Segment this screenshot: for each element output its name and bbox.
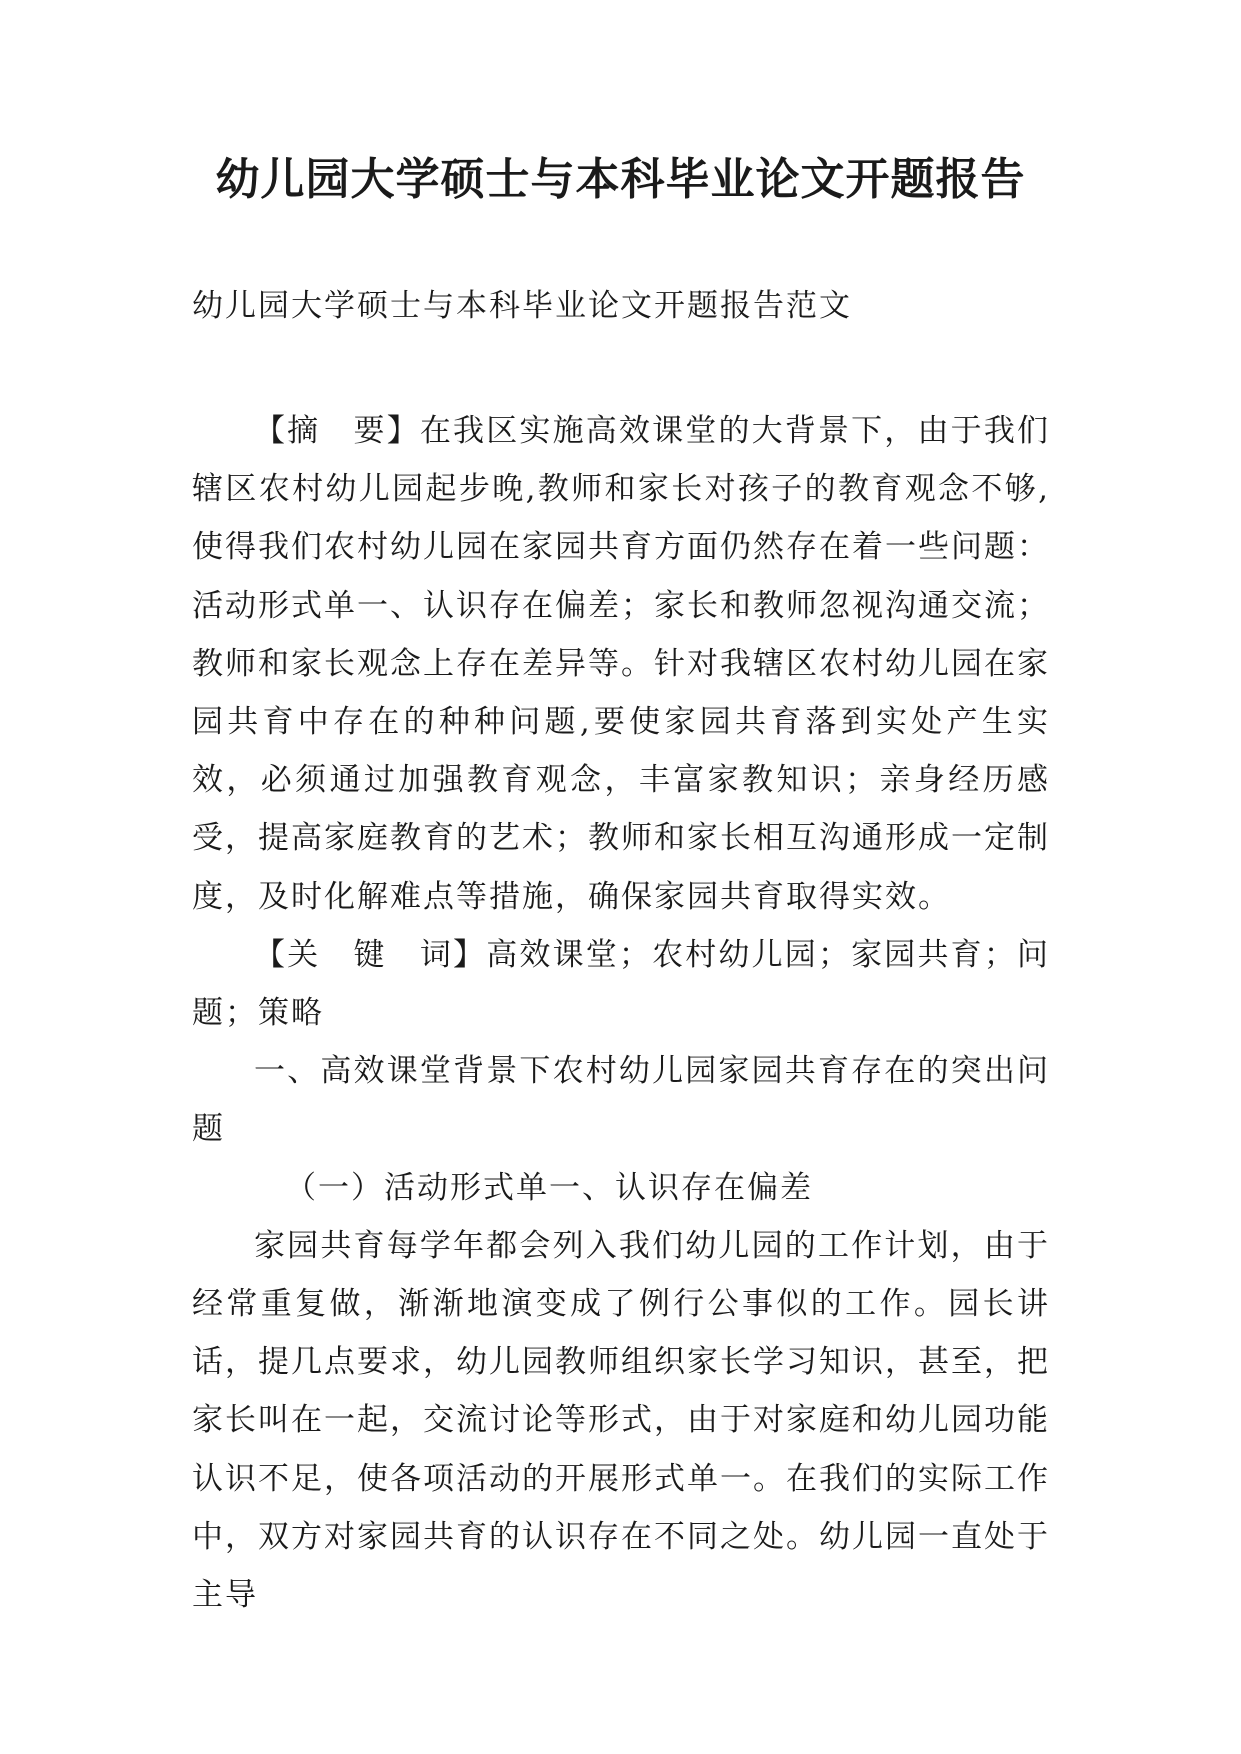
abstract-paragraph — [192, 402, 1050, 926]
body-paragraph: 家园共育每学年都会列入我们幼儿园的工作计划，由于经常重复做，渐渐地演变成了例行公事似的工作。园长讲话，提几点要求，幼儿园教师组织家长学习知识，甚至，把家长叫在一起，交流讨论等形式，由于对家庭和幼儿园功能认识不足，使各项活动的开展形式单一。在我们的实际工作中，双方对家园共育的认识存在不同之处。幼儿园一直处于主导 — [192, 1227, 1050, 1614]
document-title: 幼儿园大学硕士与本科毕业论文开题报告 — [215, 154, 1026, 205]
document-subtitle: 幼儿园大学硕士与本科毕业论文开题报告范文 — [192, 288, 852, 324]
subsection-heading: （一）活动形式单一、认识存在偏差 — [285, 1169, 813, 1206]
document-body — [192, 402, 1050, 1624]
keywords-text: 高效课堂；农村幼儿园；家园共育；问题；策略 — [192, 936, 1050, 1032]
section-heading: 一、高效课堂背景下农村幼儿园家园共育存在的突出问题 — [192, 1053, 1050, 1148]
keywords-label: 【关 键 词】 — [254, 936, 487, 973]
abstract-text: 在我区实施高效课堂的大背景下，由于我们辖区农村幼儿园起步晚,教师和家长对孩子的教育观念不够,使得我们农村幼儿园在家园共育方面仍然存在着一些问题：活动形式单一、认识存在偏差；家长和教师忽视沟通交流；教师和家长观念上存在差异等。针对我辖区农村幼儿园在家园共育中存在的种种问题,要使家园共育落到实处产生实效，必须通过加强教育观念，丰富家教知识；亲身经历感受，提高家庭教育的艺术；教师和家长相互沟通形成一定制度，及时化解难点等措施，确保家园共育取得实效。 — [192, 413, 1051, 915]
keywords-paragraph — [192, 926, 1050, 1042]
abstract-label: 【摘 要】 — [254, 413, 420, 449]
